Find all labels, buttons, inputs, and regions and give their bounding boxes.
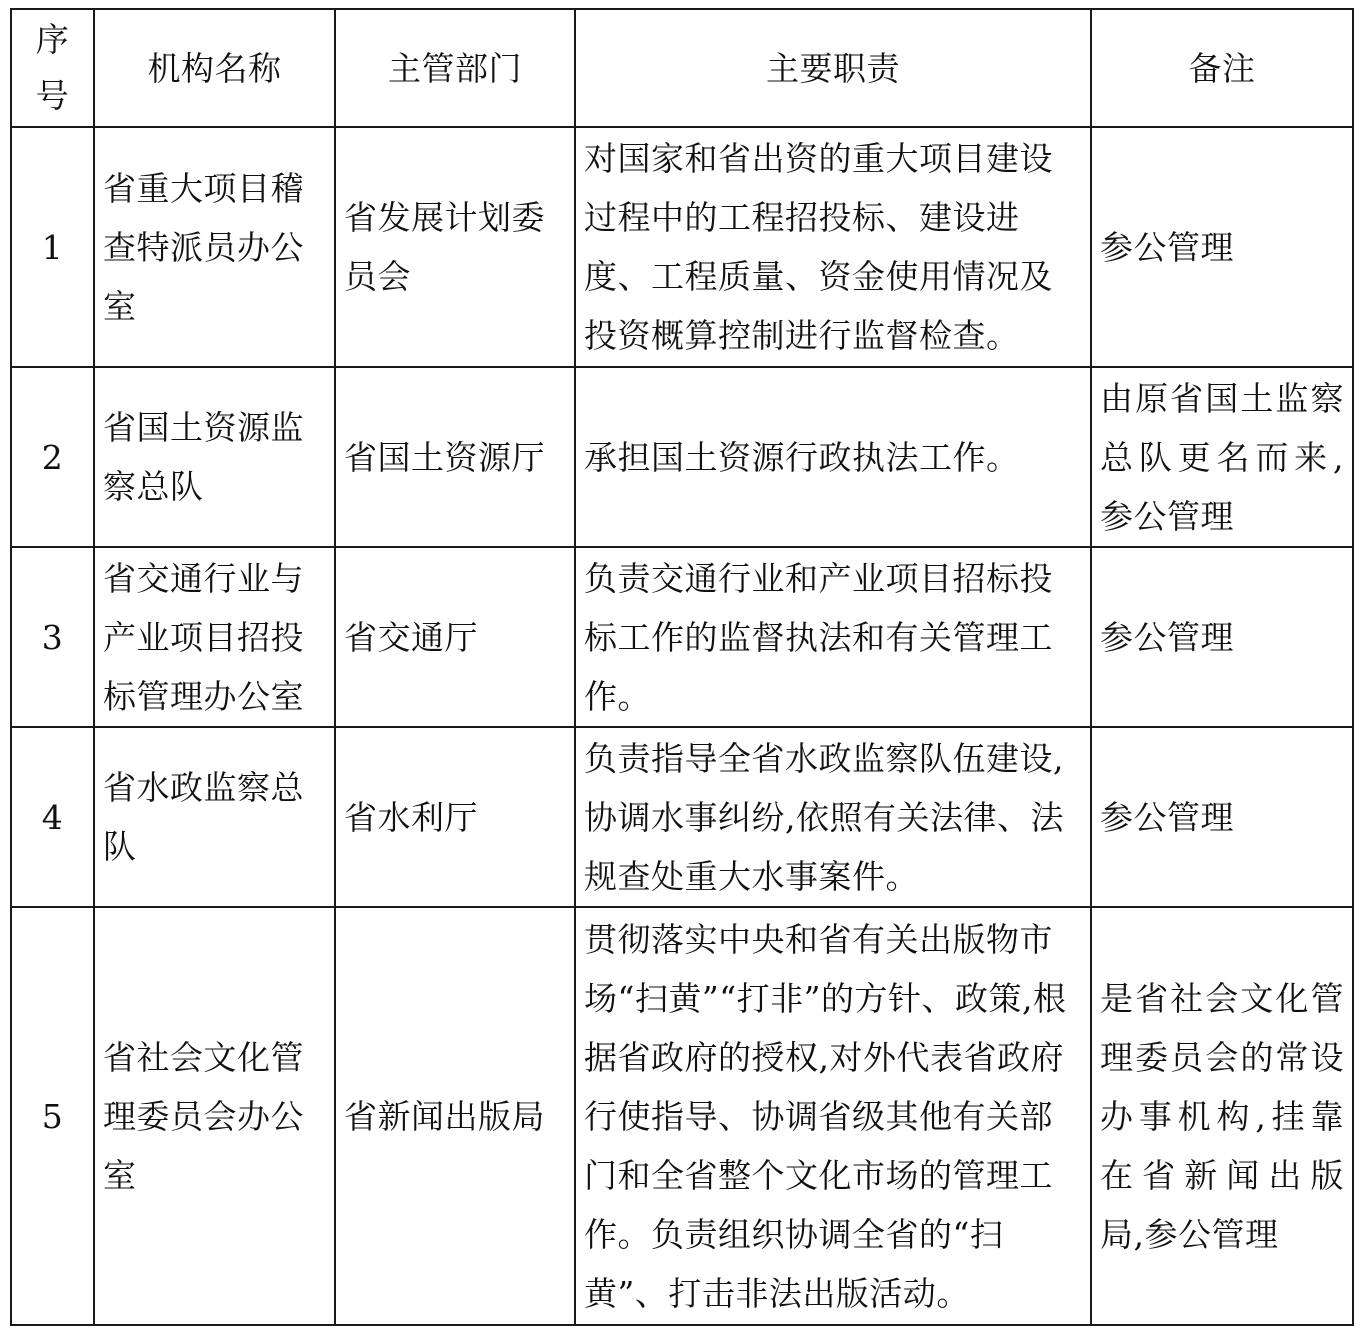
- cell-note: 是省社会文化管理委员会的常设办事机构,挂靠在省新闻出版局,参公管理: [1091, 907, 1353, 1325]
- table-row: [11, 907, 1353, 1325]
- cell-seq: 4: [11, 727, 94, 907]
- cell-dept: 省发展计划委员会: [335, 127, 575, 367]
- cell-duty: 负责指导全省水政监察队伍建设,协调水事纠纷,依照有关法律、法规查处重大水事案件。: [575, 727, 1091, 907]
- cell-dept: 省交通厅: [335, 547, 575, 727]
- cell-note: 参公管理: [1091, 547, 1353, 727]
- cell-seq: 1: [11, 127, 94, 367]
- cell-note: 参公管理: [1091, 127, 1353, 367]
- table-row: [11, 727, 1353, 907]
- table-row: [11, 127, 1353, 367]
- cell-seq: 2: [11, 367, 94, 547]
- cell-duty: 贯彻落实中央和省有关出版物市场“扫黄”“打非”的方针、政策,根据省政府的授权,对外代表省政府行使指导、协调省级其他有关部门和全省整个文化市场的管理工作。负责组织协调全省的“扫黄”、打击非法出版活动。: [575, 907, 1091, 1325]
- header-name: 机构名称: [94, 9, 335, 127]
- header-dept: 主管部门: [335, 9, 575, 127]
- cell-dept: 省国土资源厅: [335, 367, 575, 547]
- cell-name: 省社会文化管理委员会办公室: [94, 907, 335, 1325]
- table-row: [11, 547, 1353, 727]
- cell-duty: 负责交通行业和产业项目招标投标工作的监督执法和有关管理工作。: [575, 547, 1091, 727]
- cell-duty: 承担国土资源行政执法工作。: [575, 367, 1091, 547]
- table-header-row: [11, 9, 1353, 127]
- cell-seq: 3: [11, 547, 94, 727]
- organization-table: [10, 8, 1354, 1326]
- table-row: [11, 367, 1353, 547]
- cell-name: 省水政监察总队: [94, 727, 335, 907]
- header-note: 备注: [1091, 9, 1353, 127]
- cell-name: 省重大项目稽查特派员办公室: [94, 127, 335, 367]
- header-seq: 序号: [11, 9, 94, 127]
- cell-seq: 5: [11, 907, 94, 1325]
- cell-dept: 省水利厅: [335, 727, 575, 907]
- cell-duty: 对国家和省出资的重大项目建设过程中的工程招投标、建设进度、工程质量、资金使用情况及投资概算控制进行监督检查。: [575, 127, 1091, 367]
- cell-name: 省交通行业与产业项目招投标管理办公室: [94, 547, 335, 727]
- cell-name: 省国土资源监察总队: [94, 367, 335, 547]
- header-duty: 主要职责: [575, 9, 1091, 127]
- cell-note: 参公管理: [1091, 727, 1353, 907]
- cell-dept: 省新闻出版局: [335, 907, 575, 1325]
- cell-note: 由原省国土监察总队更名而来,参公管理: [1091, 367, 1353, 547]
